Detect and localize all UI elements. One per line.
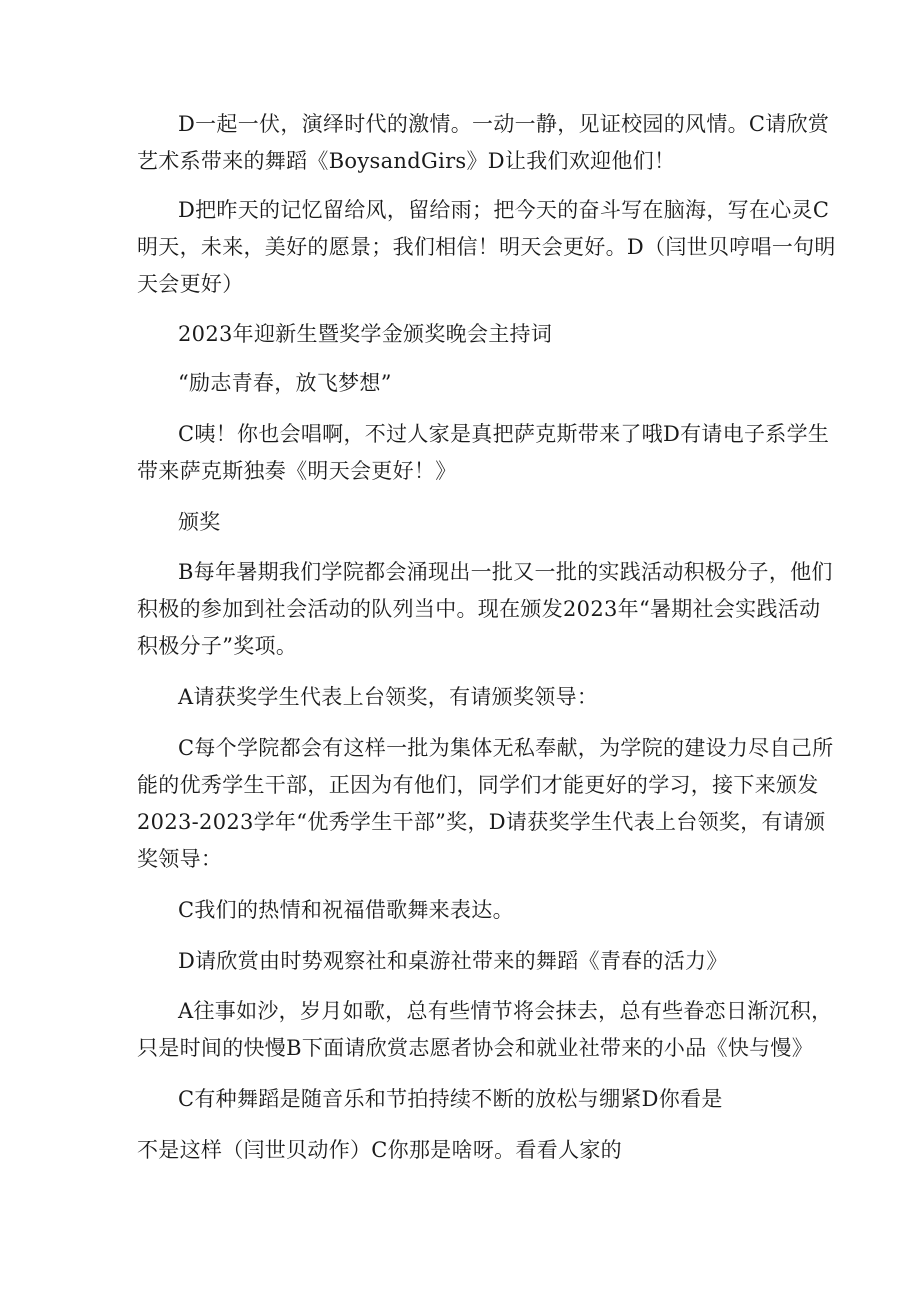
text-line: 不是这样（闫世贝动作）C你那是啥呀。看看人家的: [137, 1138, 622, 1162]
text-line: D一起一伏，演绎时代的激情。一动一静，见证校园的风情。C请欣赏: [178, 112, 830, 136]
text-line: 天会更好）: [137, 272, 244, 296]
text-line: C每个学院都会有这样一批为集体无私奉献，为学院的建设力尽自己所: [178, 736, 834, 760]
section-heading: 颁奖: [178, 510, 221, 534]
text-line: C我们的热情和祝福借歌舞来表达。: [178, 898, 514, 922]
text-line: 能的优秀学生干部，正因为有他们，同学们才能更好的学习，接下来颁发: [137, 773, 819, 797]
text-line: 2023-2023学年“优秀学生干部”奖，D请获奖学生代表上台领奖，有请颁: [137, 810, 826, 834]
section-title: 2023年迎新生暨奖学金颁奖晚会主持词: [178, 322, 553, 346]
text-line: 积极分子”奖项。: [137, 634, 298, 658]
text-line: 只是时间的快慢B下面请欣赏志愿者协会和就业社带来的小品《快与慢》: [137, 1036, 814, 1060]
section-subtitle: “励志青春，放飞梦想”: [178, 371, 392, 395]
text-line: 艺术系带来的舞蹈《BoysandGirs》D让我们欢迎他们！: [137, 149, 676, 173]
text-line: A请获奖学生代表上台领奖，有请颁奖领导：: [178, 685, 599, 709]
text-line: 积极的参加到社会活动的队列当中。现在颁发2023年“暑期社会实践活动: [137, 597, 821, 621]
text-line: 带来萨克斯独奏《明天会更好！》: [137, 459, 457, 483]
text-line: C有种舞蹈是随音乐和节拍持续不断的放松与绷紧D你看是: [178, 1087, 723, 1111]
text-line: 奖领导：: [137, 847, 223, 871]
text-line: D请欣赏由时势观察社和桌游社带来的舞蹈《青春的活力》: [178, 949, 728, 973]
text-line: D把昨天的记忆留给风，留给雨；把今天的奋斗写在脑海，写在心灵C: [178, 198, 830, 222]
text-line: C咦！你也会唱啊，不过人家是真把萨克斯带来了哦D有请电子系学生: [178, 422, 830, 446]
text-line: 明天，未来，美好的愿景；我们相信！明天会更好。D（闫世贝哼唱一句明: [137, 235, 836, 259]
text-line: B每年暑期我们学院都会涌现出一批又一批的实践活动积极分子，他们: [178, 560, 833, 584]
text-line: A往事如沙，岁月如歌，总有些情节将会抹去，总有些眷恋日渐沉积，: [178, 999, 833, 1023]
